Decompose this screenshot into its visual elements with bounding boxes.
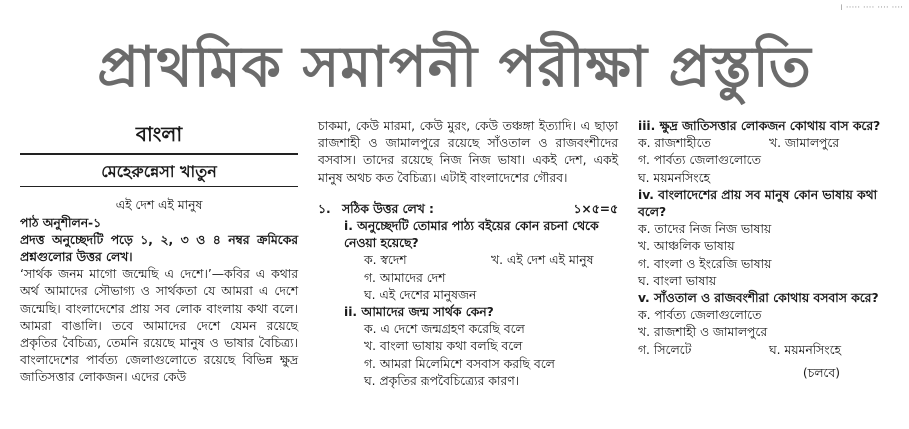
question-4: iv. বাংলাদেশের প্রায় সব মানুষ কোন ভাষায় কথা বলে? [638,187,878,220]
option: খ. এই দেশ এই মানুষ [491,253,594,268]
option: ক. পার্বত্য জেলাগুলোতে [638,308,762,323]
option: গ. আমরা মিলেমিশে বসবাস করছি বলে [364,356,555,371]
page-title: প্রাথমিক সমাপনী পরীক্ষা প্রস্তুতি [97,35,812,100]
divider [20,186,298,187]
option: ক. রাজশাহীতে [638,136,711,151]
column-1 [20,118,298,387]
option: খ. রাজশাহী ও জামালপুরে [638,325,768,340]
task-number: ১. [318,201,331,216]
option: গ. আমাদের দেশ [364,270,446,285]
option: ঘ. এই দেশের মানুষজন [364,287,477,302]
instruction-text: প্রদত্ত অনুচ্ছেদটি পড়ে ১, ২, ৩ ও ৪ নম্বর ক্রমিকের প্রশ্নগুলোর উত্তর লেখ। [20,232,298,265]
option: খ. জামালপুরে [769,136,840,151]
option: গ. সিলেটে [638,342,692,357]
option: ঘ. ময়মনসিংহে [769,342,841,357]
author-name: মেহেরুন্নেসা খাতুন [101,162,217,182]
subject-title: বাংলা [135,122,183,146]
task-label: সঠিক উত্তর লেখ : [342,201,434,216]
task-marks: ১×৫=৫ [573,201,618,216]
passage-text: ‘সার্থক জনম মাগো জন্মেছি এ দেশে।’—কবির এ কথার অর্থ আমাদের সৌভাগ্য ও সার্থকতা যে আমরা এ দেশে জন্মেছি। বাংলাদেশের প্রায় সব লোক বাংলায় কথা বলে। আমরা বাঙালি। তবে আমাদের দেশে যেমন রয়েছে প্রকৃতির বৈচিত্র্য, তেমনি রয়েছে মানুষ ও ভাষার বৈচিত্র্য। বাংলাদেশের পার্বত্য জেলাগুলোতে রয়েছে বিভিন্ন ক্ষুদ্র জাতিসত্তার লোকজন। এদের কেউ [20,267,298,385]
option: ক. স্বদেশ [364,253,407,268]
passage-continued: চাকমা, কেউ মারমা, কেউ মুরং, কেউ তঞ্চঙ্গা ইত্যাদি। এ ছাড়া রাজশাহী ও জামালপুরে রয়েছে সাঁওতাল ও রাজবংশীদের বসবাস। তাদের রয়েছে নিজ নিজ ভাষা। একই দেশ, একই মানুষ অথচ কত বৈচিত্র্য। এটাই বাংলাদেশের গৌরব। [318,119,618,185]
option: ক. তাদের নিজ নিজ ভাষায় [638,222,772,237]
option: গ. বাংলা ও ইংরেজি ভাষায় [638,256,772,271]
option: ঘ. ময়মনসিংহে [638,170,710,185]
option: খ. আঞ্চলিক ভাষায় [638,239,735,254]
option: ঘ. প্রকৃতির রূপবৈচিত্র্যের কারণ। [364,373,520,388]
task-header [318,201,618,218]
option: ঘ. বাংলা ভাষায় [638,273,717,288]
option: খ. বাংলা ভাষায় কথা বলছি বলে [364,339,523,354]
option: গ. পার্বত্য জেলাগুলোতে [638,153,761,168]
lesson-title: পাঠ অনুশীলন-১ [20,215,102,230]
continued-note: (চলবে) [802,365,840,380]
question-5: v. সাঁওতাল ও রাজবংশীরা কোথায় বসবাস করে? [638,291,879,306]
corner-text: । ····· ···· ···· ···· [839,3,903,13]
topic-title: এই দেশ এই মানুষ [115,198,203,213]
option: ক. এ দেশে জন্মগ্রহণ করেছি বলে [364,322,525,337]
column-2 [318,118,618,390]
column-3 [638,118,900,382]
question-3: iii. ক্ষুদ্র জাতিসত্তার লোকজন কোথায় বাস করে? [638,119,881,133]
question-1: i. অনুচ্ছেদটি তোমার পাঠ্য বইয়ের কোন রচনা থেকে নেওয়া হয়েছে? [344,219,599,251]
question-2: ii. আমাদের জন্ম সার্থক কেন? [344,305,494,320]
